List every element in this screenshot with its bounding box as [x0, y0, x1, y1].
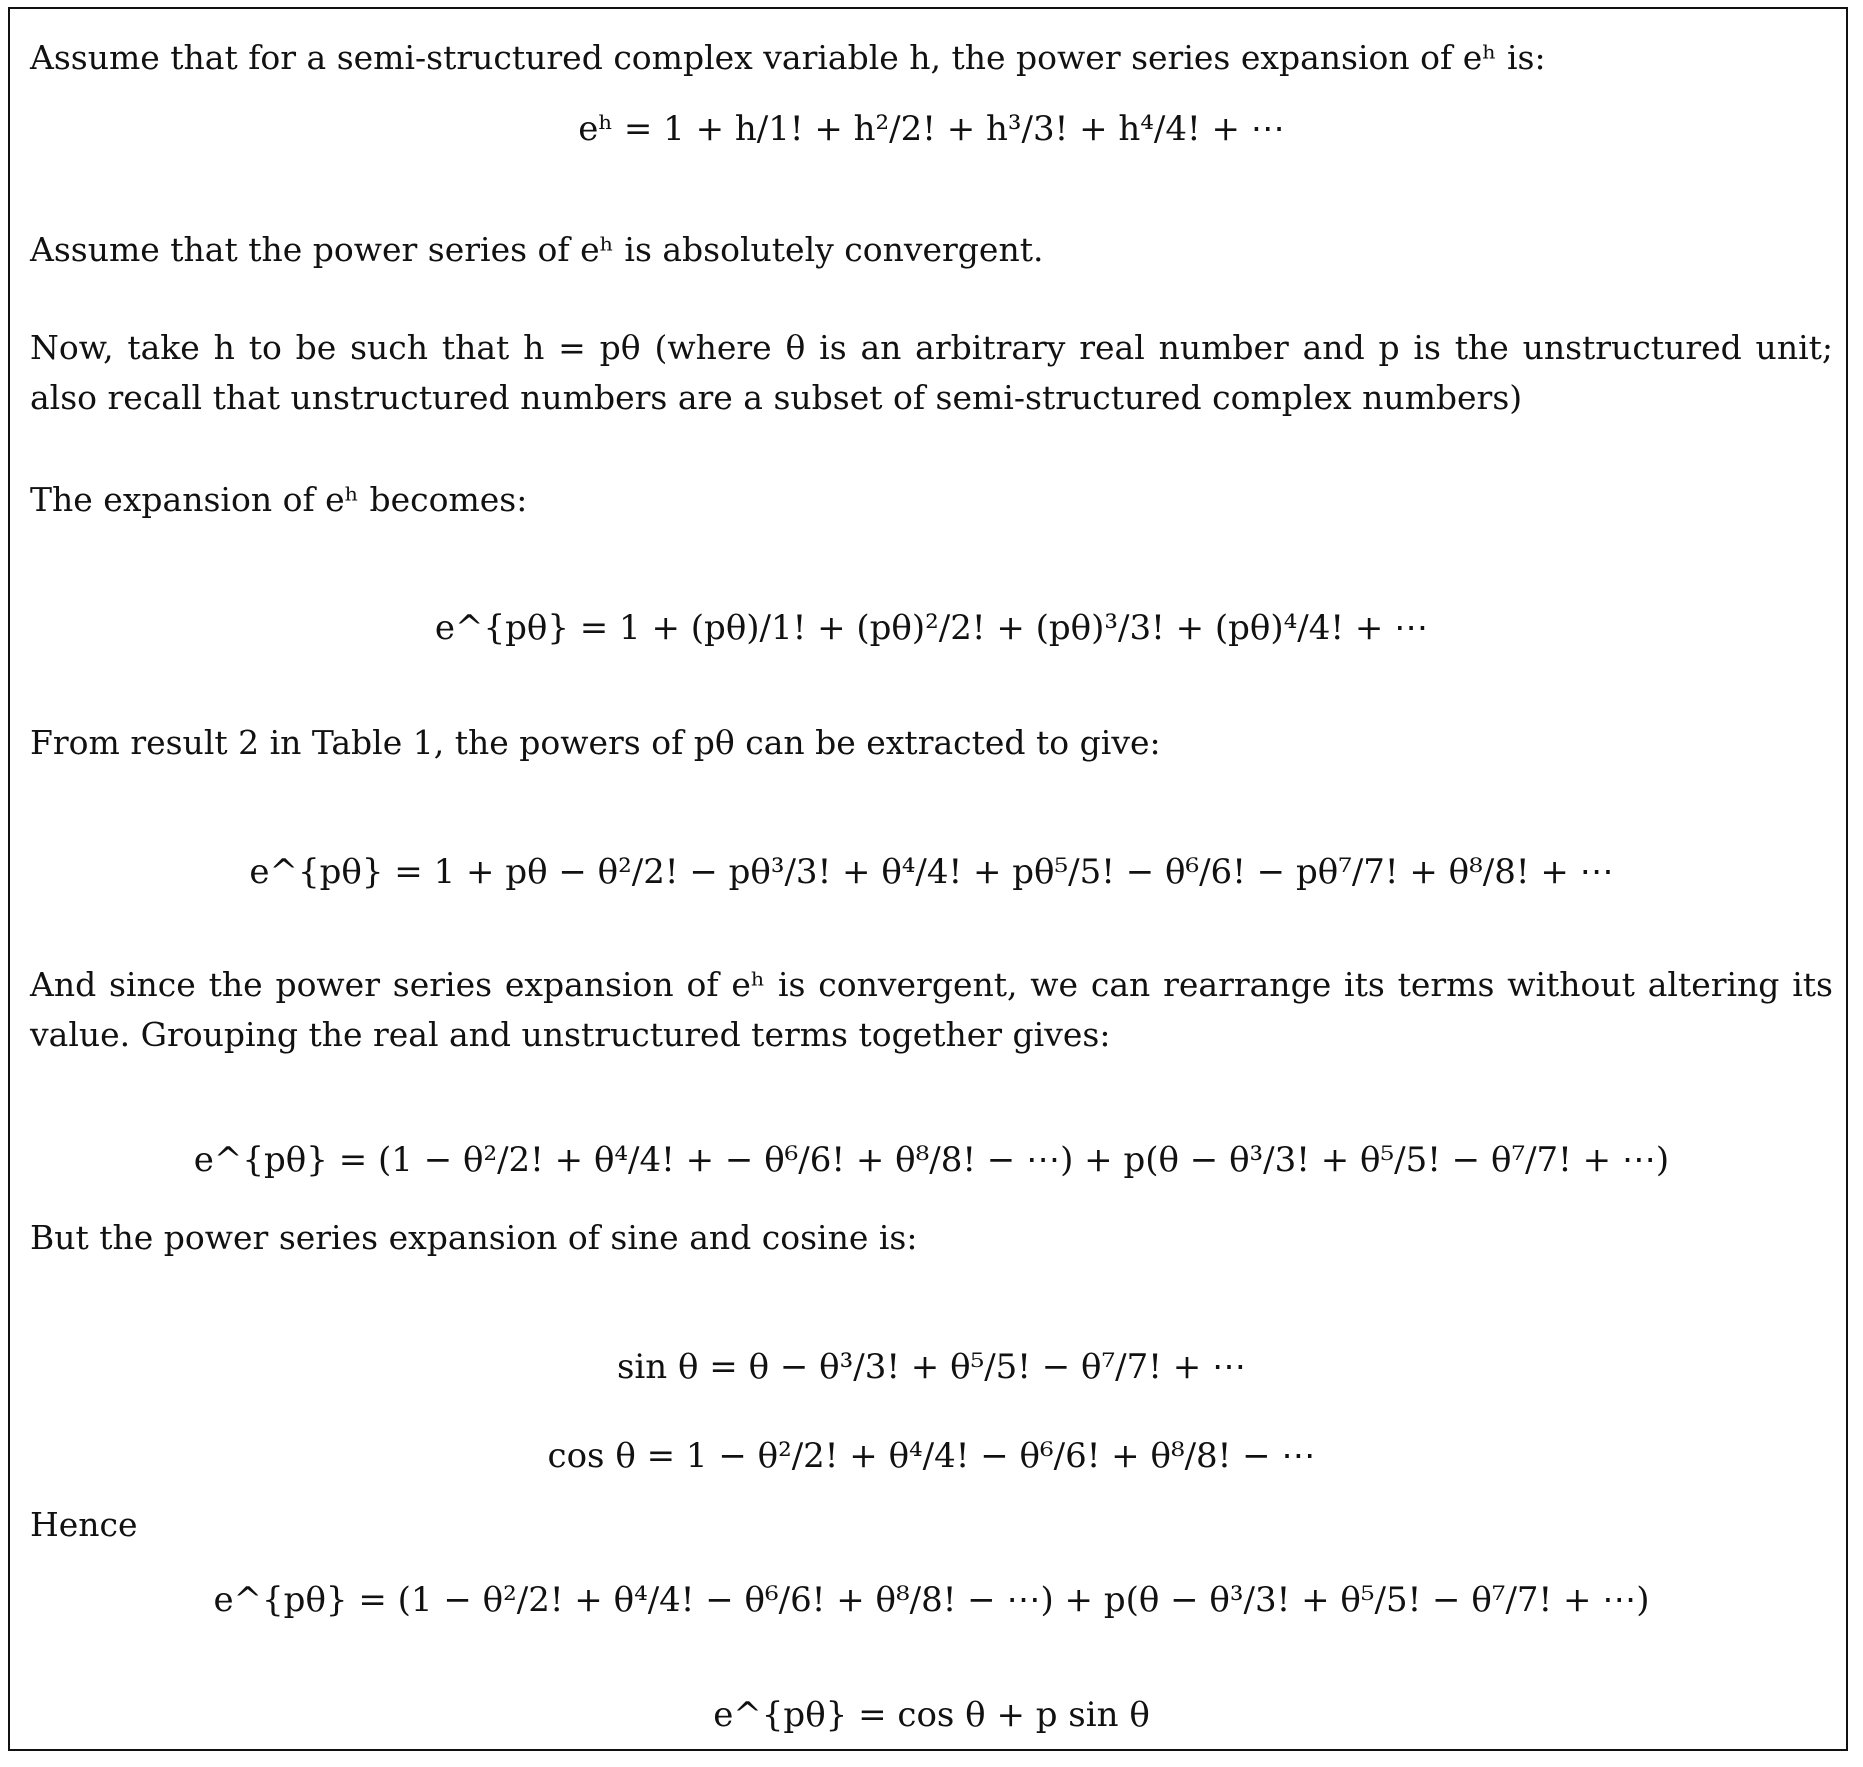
equation-6: cos θ = 1 − θ²/2! + θ⁴/4! − θ⁶/6! + θ⁸/8! − ⋯	[547, 1436, 1316, 1476]
equation-7: e^{pθ} = (1 − θ²/2! + θ⁴/4! − θ⁶/6! + θ⁸/8! − ⋯) + p(θ − θ³/3! + θ⁵/5! − θ⁷/7! + ⋯)	[213, 1580, 1650, 1620]
paragraph-7: But the power series expansion of sine and cosine is:	[30, 1218, 918, 1257]
paragraph-6: And since the power series expansion of eʰ is convergent, we can rearrange its terms without altering its value. Grouping the real and unstructured terms together gives:	[30, 965, 1833, 1054]
equation-1: eʰ = 1 + h/1! + h²/2! + h³/3! + h⁴/4! + ⋯	[578, 109, 1285, 149]
equation-4: e^{pθ} = (1 − θ²/2! + θ⁴/4! + − θ⁶/6! + θ⁸/8! − ⋯) + p(θ − θ³/3! + θ⁵/5! − θ⁷/7! + ⋯)	[193, 1140, 1670, 1180]
equation-8: e^{pθ} = cos θ + p sin θ	[713, 1695, 1150, 1735]
equation-5: sin θ = θ − θ³/3! + θ⁵/5! − θ⁷/7! + ⋯	[616, 1347, 1247, 1387]
paragraph-4: The expansion of eʰ becomes:	[30, 480, 528, 519]
equation-2: e^{pθ} = 1 + (pθ)/1! + (pθ)²/2! + (pθ)³/3! + (pθ)⁴/4! + ⋯	[434, 608, 1429, 648]
paragraph-8: Hence	[30, 1505, 138, 1544]
equation-3: e^{pθ} = 1 + pθ − θ²/2! − pθ³/3! + θ⁴/4! + pθ⁵/5! − θ⁶/6! − pθ⁷/7! + θ⁸/8! + ⋯	[249, 852, 1614, 892]
paragraph-5: From result 2 in Table 1, the powers of pθ can be extracted to give:	[30, 723, 1161, 762]
paragraph-2: Assume that the power series of eʰ is absolutely convergent.	[30, 230, 1044, 269]
paragraph-3: Now, take h to be such that h = pθ (where θ is an arbitrary real number and p is the unstructured unit; also recall that unstructured numbers are a subset of semi-structured complex numbers)	[30, 328, 1833, 417]
paragraph-1: Assume that for a semi-structured complex variable h, the power series expansion of eʰ is:	[30, 38, 1546, 77]
